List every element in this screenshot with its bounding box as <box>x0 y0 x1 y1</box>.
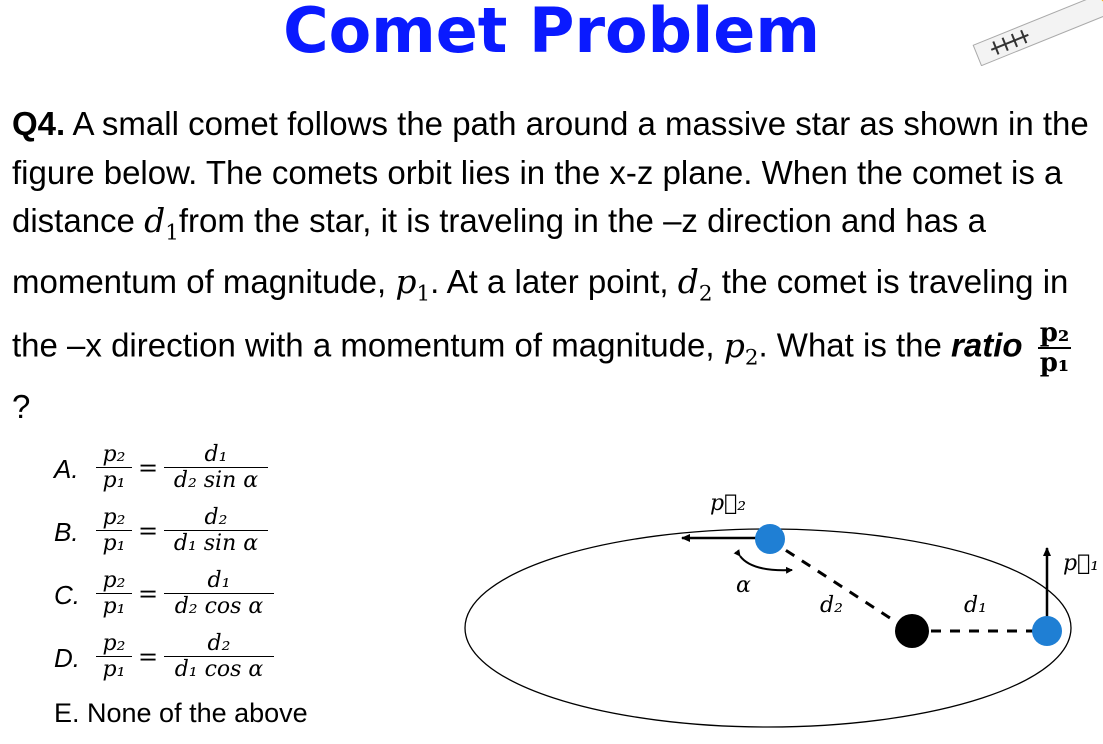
orbit-ellipse <box>465 529 1071 727</box>
rhs-fraction: d₂ d₁ sin α <box>164 505 268 556</box>
p2-symbol: $p_2$ <box>723 325 759 371</box>
rhs-fraction: d₁ d₂ sin α <box>164 442 268 493</box>
option-letter: C. <box>54 580 80 610</box>
option-letter: D. <box>54 643 80 673</box>
lhs-fraction: p₂ p₁ <box>96 631 132 682</box>
equals-sign: = <box>138 643 159 671</box>
d2-label: d₂ <box>820 593 843 618</box>
p1-label: p⃗₁ <box>1063 551 1100 576</box>
question-part-1: A small comet follows the path around a massive star as shown in the figure below. The comets orbit lies in the x-z plane. When the comet is a distance <box>12 105 1089 239</box>
lhs-fraction: p₂ p₁ <box>96 568 132 619</box>
equals-sign: = <box>138 454 159 482</box>
d1-symbol: $d_1$ <box>144 201 179 246</box>
comet-at-p2 <box>755 524 785 554</box>
question-label: Q4. <box>12 105 66 142</box>
rhs-fraction: d₂ d₁ cos α <box>164 631 274 682</box>
option-letter: B. <box>54 517 79 547</box>
question-part-2: from the star, it is traveling in the –z direction and has a momentum of magnitude, <box>12 202 986 300</box>
question-part-5: . What is the <box>758 326 952 364</box>
lhs-fraction: p₂ p₁ <box>96 442 132 493</box>
rhs-fraction: d₁ d₂ cos α <box>164 568 274 619</box>
ratio-fraction: $\frac{\text{p₂}}{\text{p₁}}$ <box>1039 318 1070 378</box>
d1-label: d₁ <box>964 593 987 618</box>
lhs-fraction: p₂ p₁ <box>96 505 132 556</box>
equals-sign: = <box>138 517 159 545</box>
alpha-angle-arc <box>740 556 792 570</box>
p1-symbol: $p_1$ <box>395 262 431 307</box>
ratio-word: ratio <box>951 326 1023 364</box>
p2-label: p⃗₂ <box>710 491 747 516</box>
d2-symbol: $d_2$ <box>677 262 713 307</box>
option-letter: A. <box>54 454 79 484</box>
option-e[interactable]: E. None of the above <box>54 698 308 728</box>
question-part-3: . At a later point, <box>430 263 678 300</box>
comet-at-p1 <box>1032 616 1062 646</box>
equals-sign: = <box>138 580 159 608</box>
question-mark: ? <box>12 387 31 425</box>
massive-star <box>895 614 929 648</box>
question-part-4: the comet is traveling in the –x direction with a momentum of magnitude, <box>12 263 1069 364</box>
alpha-label: α <box>736 573 751 598</box>
slide-title: Comet Problem <box>283 0 820 67</box>
